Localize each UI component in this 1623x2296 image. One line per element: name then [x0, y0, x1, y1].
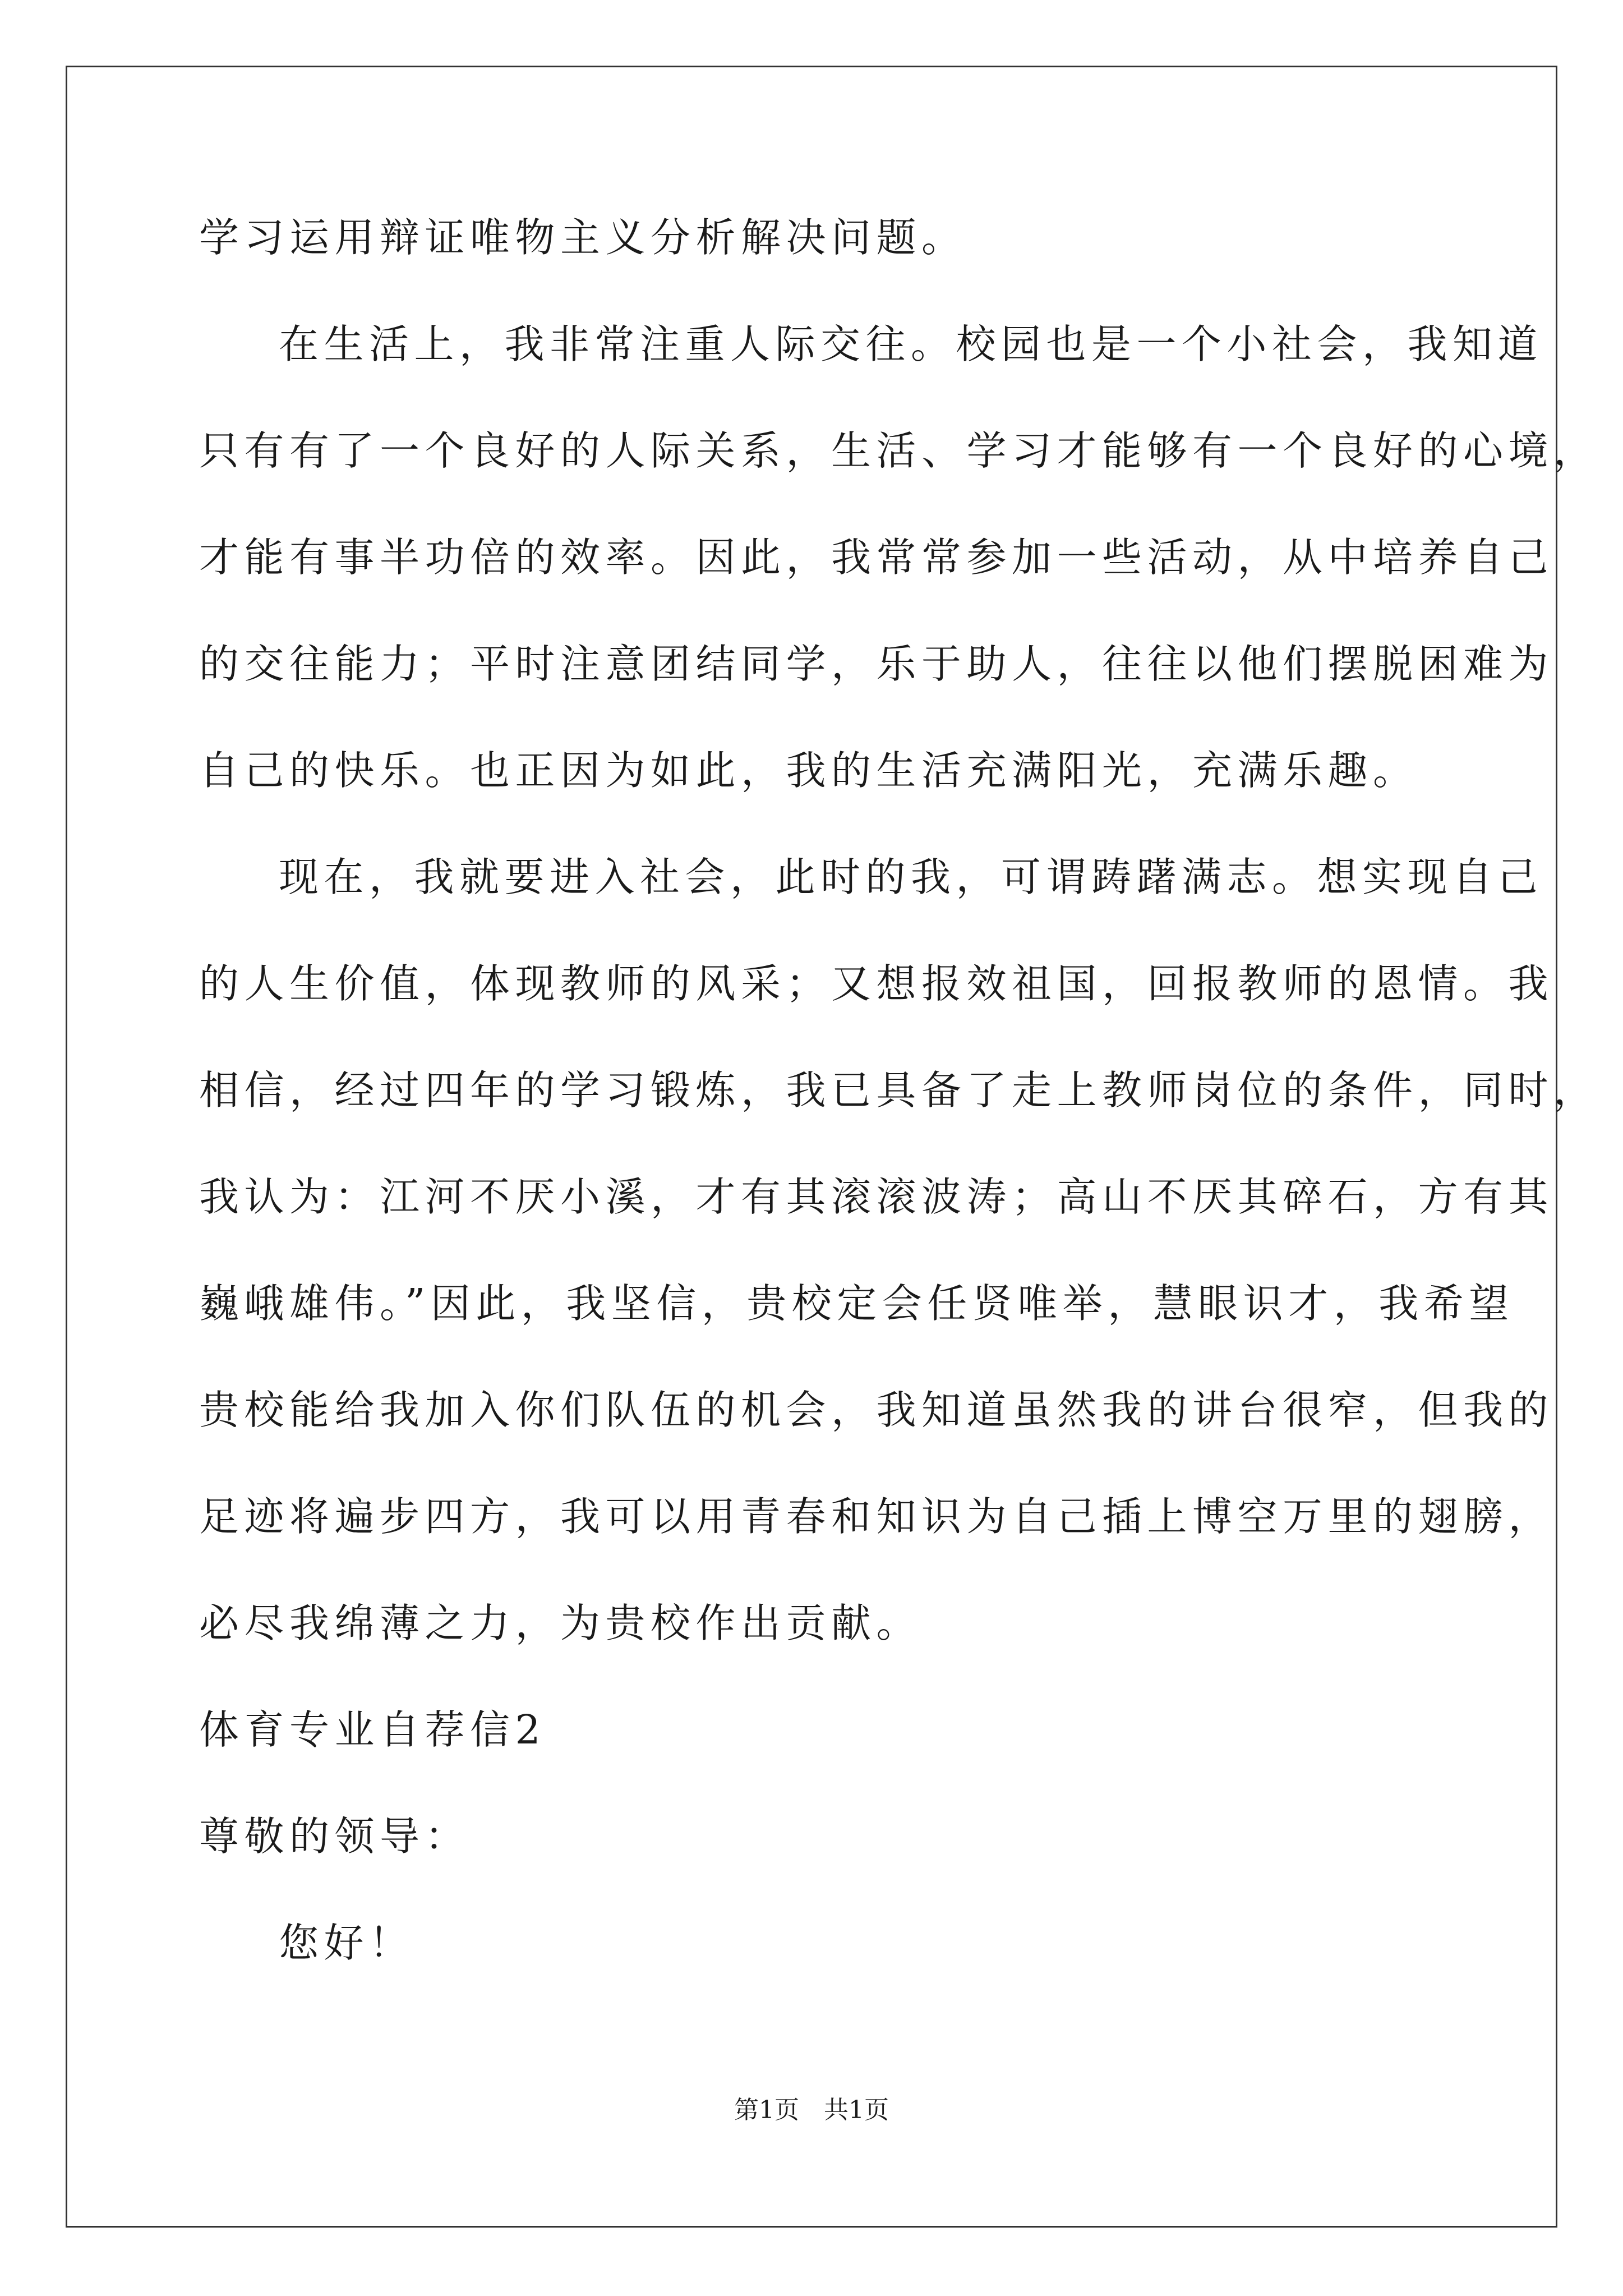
paragraph-start-line: 在生活上，我非常注重人际交往。校园也是一个小社会，我知道 [279, 321, 1543, 367]
page-number-footer: 第1页 共1页 [734, 2096, 889, 2124]
text-line: 才能有事半功倍的效率。因此，我常常参加一些活动，从中培养自己 [199, 534, 1554, 581]
paragraph-start-line: 现在，我就要进入社会，此时的我，可谓踌躇满志。想实现自己 [279, 854, 1543, 900]
text-line: 学习运用辩证唯物主义分析解决问题。 [199, 214, 967, 261]
text-line: 巍峨雄伟。”因此，我坚信，贵校定会任贤唯举，慧眼识才，我希望 [199, 1280, 1514, 1327]
greeting: 您好！ [279, 1920, 414, 1966]
text-line: 的交往能力；平时注意团结同学，乐于助人，往往以他们摆脱困难为 [199, 641, 1554, 687]
text-line: 足迹将遍步四方，我可以用青春和知识为自己插上博空万里的翅膀， [199, 1493, 1554, 1540]
text-line: 只有有了一个良好的人际关系，生活、学习才能够有一个良好的心境， [199, 427, 1599, 474]
text-line: 我认为：江河不厌小溪，才有其滚滚波涛；高山不厌其碎石，方有其 [199, 1174, 1554, 1220]
text-line: 必尽我绵薄之力，为贵校作出贡献。 [199, 1600, 922, 1646]
salutation: 尊敬的领导： [199, 1813, 471, 1860]
text-line: 相信，经过四年的学习锻炼，我已具备了走上教师岗位的条件，同时， [199, 1067, 1599, 1114]
text-line: 的人生价值，体现教师的风采；又想报效祖国，回报教师的恩情。我 [199, 960, 1554, 1007]
page-border [66, 66, 1557, 2228]
text-line: 贵校能给我加入你们队伍的机会，我知道虽然我的讲台很窄，但我的 [199, 1387, 1554, 1433]
section-heading: 体育专业自荐信2 [199, 1706, 546, 1753]
text-line: 自己的快乐。也正因为如此，我的生活充满阳光，充满乐趣。 [199, 747, 1418, 794]
